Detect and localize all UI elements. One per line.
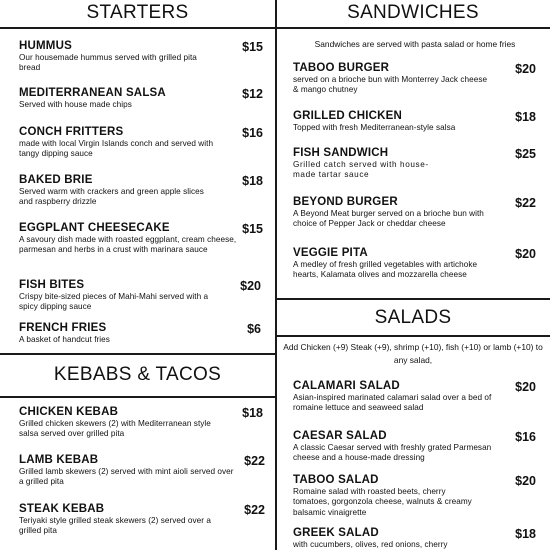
item-price: $20 [515, 247, 536, 261]
sandwiches-note: Sandwiches are served with pasta salad or home fries [314, 39, 516, 49]
item-description: Asian-inspired marinated calamari salad over a bed of romaine lettuce and seaweed salad [293, 393, 492, 413]
item-description: Topped with fresh Mediterranean-style salsa [293, 123, 456, 132]
item-description: A classic Caesar served with freshly grated Parmesan cheese and a house-made dressing [293, 443, 492, 463]
menu-item-taboo-burger [293, 62, 536, 96]
item-description: made with local Virgin Islands conch and served with tangy dipping sauce [19, 139, 214, 159]
sandwiches-header-bottom-rule [276, 27, 550, 29]
item-description: Served with house made chips [19, 100, 132, 109]
item-description: A Beyond Meat burger served on a brioche bun with choice of Pepper Jack or cheddar cheese [293, 209, 484, 229]
item-price: $22 [244, 503, 265, 517]
item-description: Served warm with crackers and green apple slices and raspberry drizzle [19, 187, 204, 207]
item-price: $25 [515, 147, 536, 161]
item-description: Our housemade hummus served with grilled pita bread [19, 53, 197, 73]
menu-item-french-fries [19, 322, 263, 345]
item-description: Grilled chicken skewers (2) with Mediterranean style salsa served over grilled pita [19, 419, 211, 439]
menu-item-steak-kebab [19, 503, 265, 537]
item-description: Grilled lamb skewers (2) served with mint aioli served over a grilled pita [19, 467, 234, 487]
item-price: $18 [242, 174, 263, 188]
menu-item-caesar-salad [293, 430, 536, 464]
menu-item-calamari-salad [293, 380, 536, 414]
item-price: $18 [242, 406, 263, 420]
item-name: CAESAR SALAD [293, 430, 387, 442]
sandwiches-title: SANDWICHES [347, 2, 479, 23]
item-price: $15 [242, 40, 263, 54]
kebabs-header-bottom-rule [0, 396, 275, 398]
item-name: CHICKEN KEBAB [19, 406, 119, 418]
item-description: served on a brioche bun with Monterrey Jack cheese & mango chutney [293, 75, 488, 95]
item-description: A medley of fresh grilled vegetables with artichoke hearts, Kalamata olives and mozzarella cheese [293, 260, 478, 280]
item-price: $20 [240, 279, 261, 293]
menu-item-veggie-pita [293, 247, 536, 281]
starters-title: STARTERS [86, 2, 189, 23]
item-name: LAMB KEBAB [19, 454, 99, 466]
item-name: CONCH FRITTERS [19, 126, 124, 138]
item-name: VEGGIE PITA [293, 247, 368, 259]
item-name: TABOO BURGER [293, 62, 390, 74]
item-description: with cucumbers, olives, red onions, cherry [293, 540, 448, 549]
item-description: Teriyaki style grilled steak skewers (2) served over a grilled pita [19, 516, 211, 536]
menu-item-greek-salad [293, 527, 536, 550]
salads-note: Add Chicken (+9) Steak (+9), shrimp (+10), fish (+10) or lamb (+10) to any salad, [283, 342, 543, 365]
item-price: $18 [515, 110, 536, 124]
menu-item-conch-fritters [19, 126, 263, 160]
item-name: GRILLED CHICKEN [293, 110, 403, 122]
item-name: TABOO SALAD [293, 474, 379, 486]
item-name: FISH BITES [19, 279, 85, 291]
item-name: MEDITERRANEAN SALSA [19, 87, 166, 99]
salads-title: SALADS [374, 307, 452, 328]
item-price: $18 [515, 527, 536, 541]
salads-header-top-rule [276, 298, 550, 300]
item-price: $12 [242, 87, 263, 101]
menu-item-grilled-chicken [293, 110, 536, 133]
menu-item-baked-brie [19, 174, 263, 208]
item-name: HUMMUS [19, 40, 72, 52]
kebabs-header-top-rule [0, 353, 275, 355]
item-price: $22 [515, 196, 536, 210]
item-description: Romaine salad with roasted beets, cherry tomatoes, gorgonzola cheese, walnuts & creamy balsamic vinaigrette [293, 487, 472, 517]
item-description: A savoury dish made with roasted eggplant, cream cheese, parmesan and herbs in a crust with marinara sauce [19, 235, 237, 255]
item-price: $20 [515, 62, 536, 76]
kebabs-tacos-title: KEBABS & TACOS [53, 364, 222, 385]
item-price: $16 [242, 126, 263, 140]
item-description: Grilled catch served with house-made tartar sauce [293, 160, 429, 180]
item-description: A basket of handcut fries [19, 335, 110, 344]
salads-header-bottom-rule [276, 335, 550, 337]
menu-item-hummus [19, 40, 263, 74]
menu-item-taboo-salad [293, 474, 536, 518]
menu-item-eggplant-cheesecake [19, 222, 263, 256]
item-name: STEAK KEBAB [19, 503, 105, 515]
item-name: BAKED BRIE [19, 174, 93, 186]
item-price: $15 [242, 222, 263, 236]
menu-item-fish-bites [19, 279, 263, 313]
item-name: FISH SANDWICH [293, 147, 389, 159]
item-price: $20 [515, 474, 536, 488]
item-name: GREEK SALAD [293, 527, 379, 539]
item-price: $20 [515, 380, 536, 394]
item-price: $16 [515, 430, 536, 444]
column-divider [275, 0, 277, 550]
item-name: CALAMARI SALAD [293, 380, 400, 392]
item-name: BEYOND BURGER [293, 196, 398, 208]
menu-item-fish-sandwich [293, 147, 536, 181]
menu-item-chicken-kebab [19, 406, 263, 440]
menu-item-beyond-burger [293, 196, 536, 230]
menu-item-mediterranean-salsa [19, 87, 263, 110]
item-price: $6 [247, 322, 261, 336]
item-name: FRENCH FRIES [19, 322, 107, 334]
item-name: EGGPLANT CHEESECAKE [19, 222, 170, 234]
menu-item-lamb-kebab [19, 454, 265, 488]
item-price: $22 [244, 454, 265, 468]
item-description: Crispy bite-sized pieces of Mahi-Mahi served with a spicy dipping sauce [19, 292, 209, 312]
starters-header-bottom-rule [0, 27, 275, 29]
